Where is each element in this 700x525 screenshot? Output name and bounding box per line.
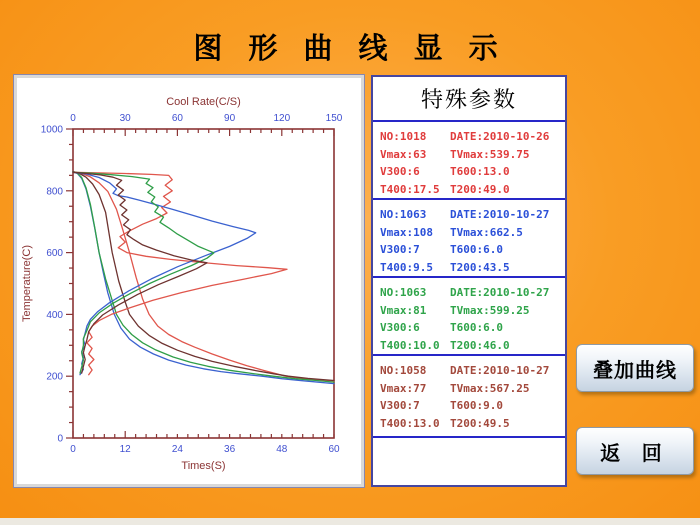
rate-curve-NO1058 (73, 172, 207, 373)
svg-text:60: 60 (328, 444, 340, 455)
record-t200: T200:49.0 (450, 182, 510, 196)
cooling-curve-NO1063b (73, 172, 334, 384)
special-parameters-title: 特殊参数 (373, 77, 565, 122)
svg-text:60: 60 (171, 113, 183, 124)
record-tvmax: TVmax:662.5 (450, 225, 523, 239)
record-vmax: Vmax:108 (380, 225, 433, 239)
svg-text:600: 600 (46, 248, 63, 260)
record-date: DATE:2010-10-27 (450, 208, 550, 221)
record-t400: T400:17.5 (380, 182, 440, 196)
curve-chart (17, 78, 363, 486)
record-t400: T400:10.0 (380, 338, 440, 352)
svg-text:48: 48 (276, 444, 288, 455)
record-t600: T600:6.0 (450, 243, 503, 256)
overlay-curves-button[interactable]: 叠加曲线 (576, 344, 694, 392)
svg-text:0: 0 (70, 113, 76, 124)
record-no: NO:1063 (380, 286, 427, 299)
axis-left-temperature (21, 125, 73, 445)
record-t400: T400:13.0 (380, 416, 440, 430)
axis-title-temperature: Temperature(C) (21, 244, 33, 323)
record-tvmax: TVmax:599.25 (450, 303, 530, 317)
record-v300: V300:7 (380, 399, 420, 412)
svg-text:24: 24 (171, 444, 183, 455)
svg-text:400: 400 (46, 309, 63, 321)
record-vmax: Vmax:63 (380, 147, 427, 161)
back-button[interactable]: 返 回 (576, 427, 694, 475)
curve-chart-panel (13, 74, 365, 488)
axis-title-times: Times(S) (181, 460, 226, 472)
record-vmax: Vmax:77 (380, 381, 427, 395)
special-parameters-panel (371, 75, 567, 487)
record-no: NO:1063 (380, 208, 427, 221)
record-v300: V300:6 (380, 321, 420, 334)
cooling-curve-NO1018 (73, 172, 334, 381)
param-block-record-1 (373, 122, 565, 200)
rate-curve-NO1018 (73, 172, 287, 374)
svg-text:12: 12 (119, 444, 131, 455)
bottom-strip (0, 518, 700, 525)
axis-bottom-times (70, 431, 340, 472)
record-t200: T200:43.5 (450, 260, 510, 274)
record-v300: V300:7 (380, 243, 420, 256)
svg-text:0: 0 (70, 444, 76, 455)
record-date: DATE:2010-10-27 (450, 364, 550, 377)
record-tvmax: TVmax:539.75 (450, 147, 530, 161)
svg-text:800: 800 (46, 186, 63, 198)
svg-text:36: 36 (224, 444, 236, 455)
svg-text:120: 120 (273, 113, 291, 124)
record-tvmax: TVmax:567.25 (450, 381, 530, 395)
axis-title-cool-rate: Cool Rate(C/S) (166, 96, 241, 108)
page-title: 图 形 曲 线 显 示 (193, 33, 507, 65)
param-block-record-3 (373, 278, 565, 356)
record-t600: T600:6.0 (450, 321, 503, 334)
axis-top-cool-rate (70, 96, 343, 136)
record-t400: T400:9.5 (380, 260, 433, 274)
svg-text:150: 150 (325, 113, 343, 124)
svg-text:200: 200 (46, 371, 63, 383)
record-no: NO:1018 (380, 130, 427, 143)
param-block-record-2 (373, 200, 565, 278)
record-t200: T200:49.5 (450, 416, 510, 430)
record-t600: T600:13.0 (450, 165, 510, 178)
record-date: DATE:2010-10-26 (450, 130, 550, 143)
svg-text:90: 90 (224, 113, 236, 124)
record-vmax: Vmax:81 (380, 303, 427, 317)
record-t200: T200:46.0 (450, 338, 510, 352)
svg-text:30: 30 (119, 113, 131, 124)
record-v300: V300:6 (380, 165, 420, 178)
record-date: DATE:2010-10-27 (450, 286, 550, 299)
record-no: NO:1058 (380, 364, 427, 377)
svg-text:1000: 1000 (40, 124, 63, 136)
record-t600: T600:9.0 (450, 399, 503, 412)
cooling-curve-NO1058 (73, 172, 334, 381)
param-block-record-4 (373, 356, 565, 438)
svg-text:0: 0 (57, 433, 63, 445)
param-block-empty (373, 438, 565, 485)
